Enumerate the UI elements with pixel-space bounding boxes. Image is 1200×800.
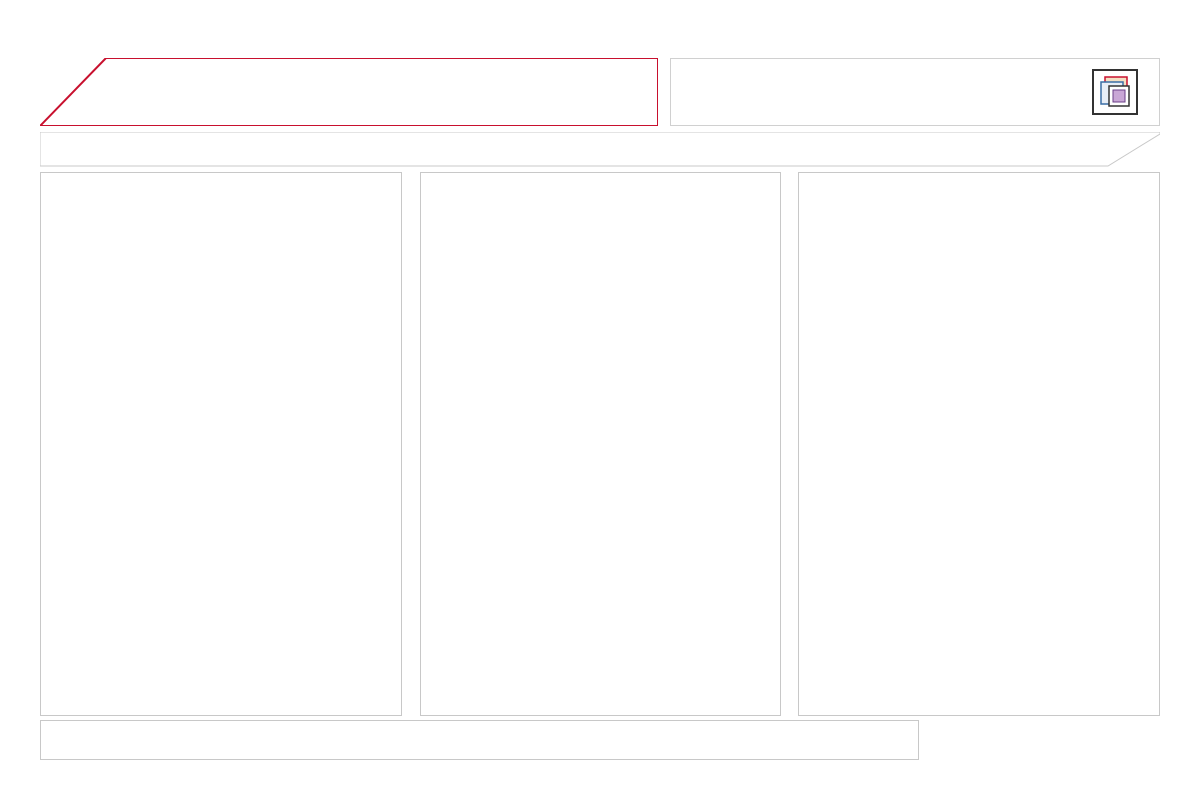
section-title-bar xyxy=(40,132,1160,168)
poi-column-2 xyxy=(420,172,781,716)
poi-column-3 xyxy=(798,172,1160,716)
chapter-banner xyxy=(40,58,658,126)
procedure-note-box xyxy=(40,720,919,760)
chapter-heading xyxy=(98,70,120,113)
poi-cluster-icon xyxy=(1092,69,1138,115)
poi-column-1 xyxy=(40,172,402,716)
poi-cluster-info-box xyxy=(670,58,1160,126)
